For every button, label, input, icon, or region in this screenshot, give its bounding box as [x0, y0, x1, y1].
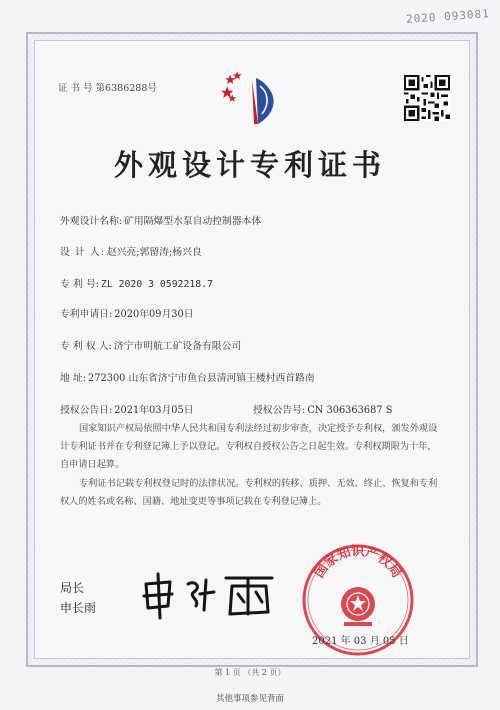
grant-date-row: [60, 402, 194, 416]
designer-value: 赵兴亮;郭留涛;杨兴良: [106, 247, 202, 258]
svg-text:国家知识产权局: [311, 544, 404, 581]
filing-date-row: [60, 306, 194, 320]
director-title: 局长: [60, 581, 85, 595]
address-label: 地 址:: [60, 373, 87, 384]
handwritten-note: 2020 093081: [405, 7, 491, 26]
cnipa-logo-icon: [214, 72, 284, 128]
patent-number-label: 专 利 号:: [60, 279, 99, 290]
patent-number-value: ZL 2020 3 0592218.7: [100, 279, 213, 290]
design-name-row: [60, 213, 261, 227]
grant-date-label: 授权公告日:: [60, 405, 113, 416]
footer-note: 其他事项参见背面: [215, 694, 284, 704]
signature-block: [60, 578, 96, 618]
qr-code-icon[interactable]: [404, 75, 450, 121]
filing-date-value: 2020年09月30日: [114, 309, 194, 320]
designer-row: [60, 244, 202, 258]
seal-date: 2021 年 03 月 05 日: [312, 636, 409, 647]
grant-statement-paragraph: 国家知识产权局依照中华人民共和国专利法经过初步审查，决定授予专利权，颁发外观设计专利证书并在专利登记簿上予以登记。专利权自授权公告之日起生效。专利权期限为十年，自申请日起算。: [60, 423, 438, 470]
filing-date-label: 专利申请日:: [60, 309, 113, 320]
patent-number-row: [60, 276, 213, 290]
certificate-number: 证 书 号 第6386288号: [58, 83, 157, 94]
design-name-value: 矿用隔爆型水泵自动控制器本体: [124, 216, 262, 227]
designer-label: 设 计 人:: [60, 247, 105, 258]
design-name-label: 外观设计名称:: [60, 216, 123, 227]
handwritten-signature-icon: [140, 570, 280, 620]
director-name: 申长雨: [60, 601, 97, 615]
certificate-title: 外观设计专利证书: [113, 148, 386, 182]
address-row: [60, 370, 315, 384]
patentee-row: [60, 338, 241, 352]
page-indicator: 第 1 页 （共 2 页）: [214, 668, 286, 677]
legal-status-paragraph: 专利证书记载专利权登记时的法律状况。专利权的转移、质押、无效、终止、恢复和专利权人的姓名或名称、国籍、地址变更等事项记载在专利登记簿上。: [60, 478, 438, 507]
grant-number-label: 授权公告号:: [253, 405, 306, 416]
patentee-label: 专 利 权 人:: [60, 341, 112, 352]
seal-text: 国家知识产权局: [312, 544, 404, 581]
grant-date-value: 2021年03月05日: [114, 405, 194, 416]
grant-number-row: [253, 402, 392, 416]
grant-number-value: CN 306363687 S: [307, 405, 393, 416]
patentee-value: 济宁市明航工矿设备有限公司: [113, 341, 242, 352]
address-value: 272300 山东省济宁市鱼台县清河镇王楼村西首路南: [88, 373, 315, 384]
